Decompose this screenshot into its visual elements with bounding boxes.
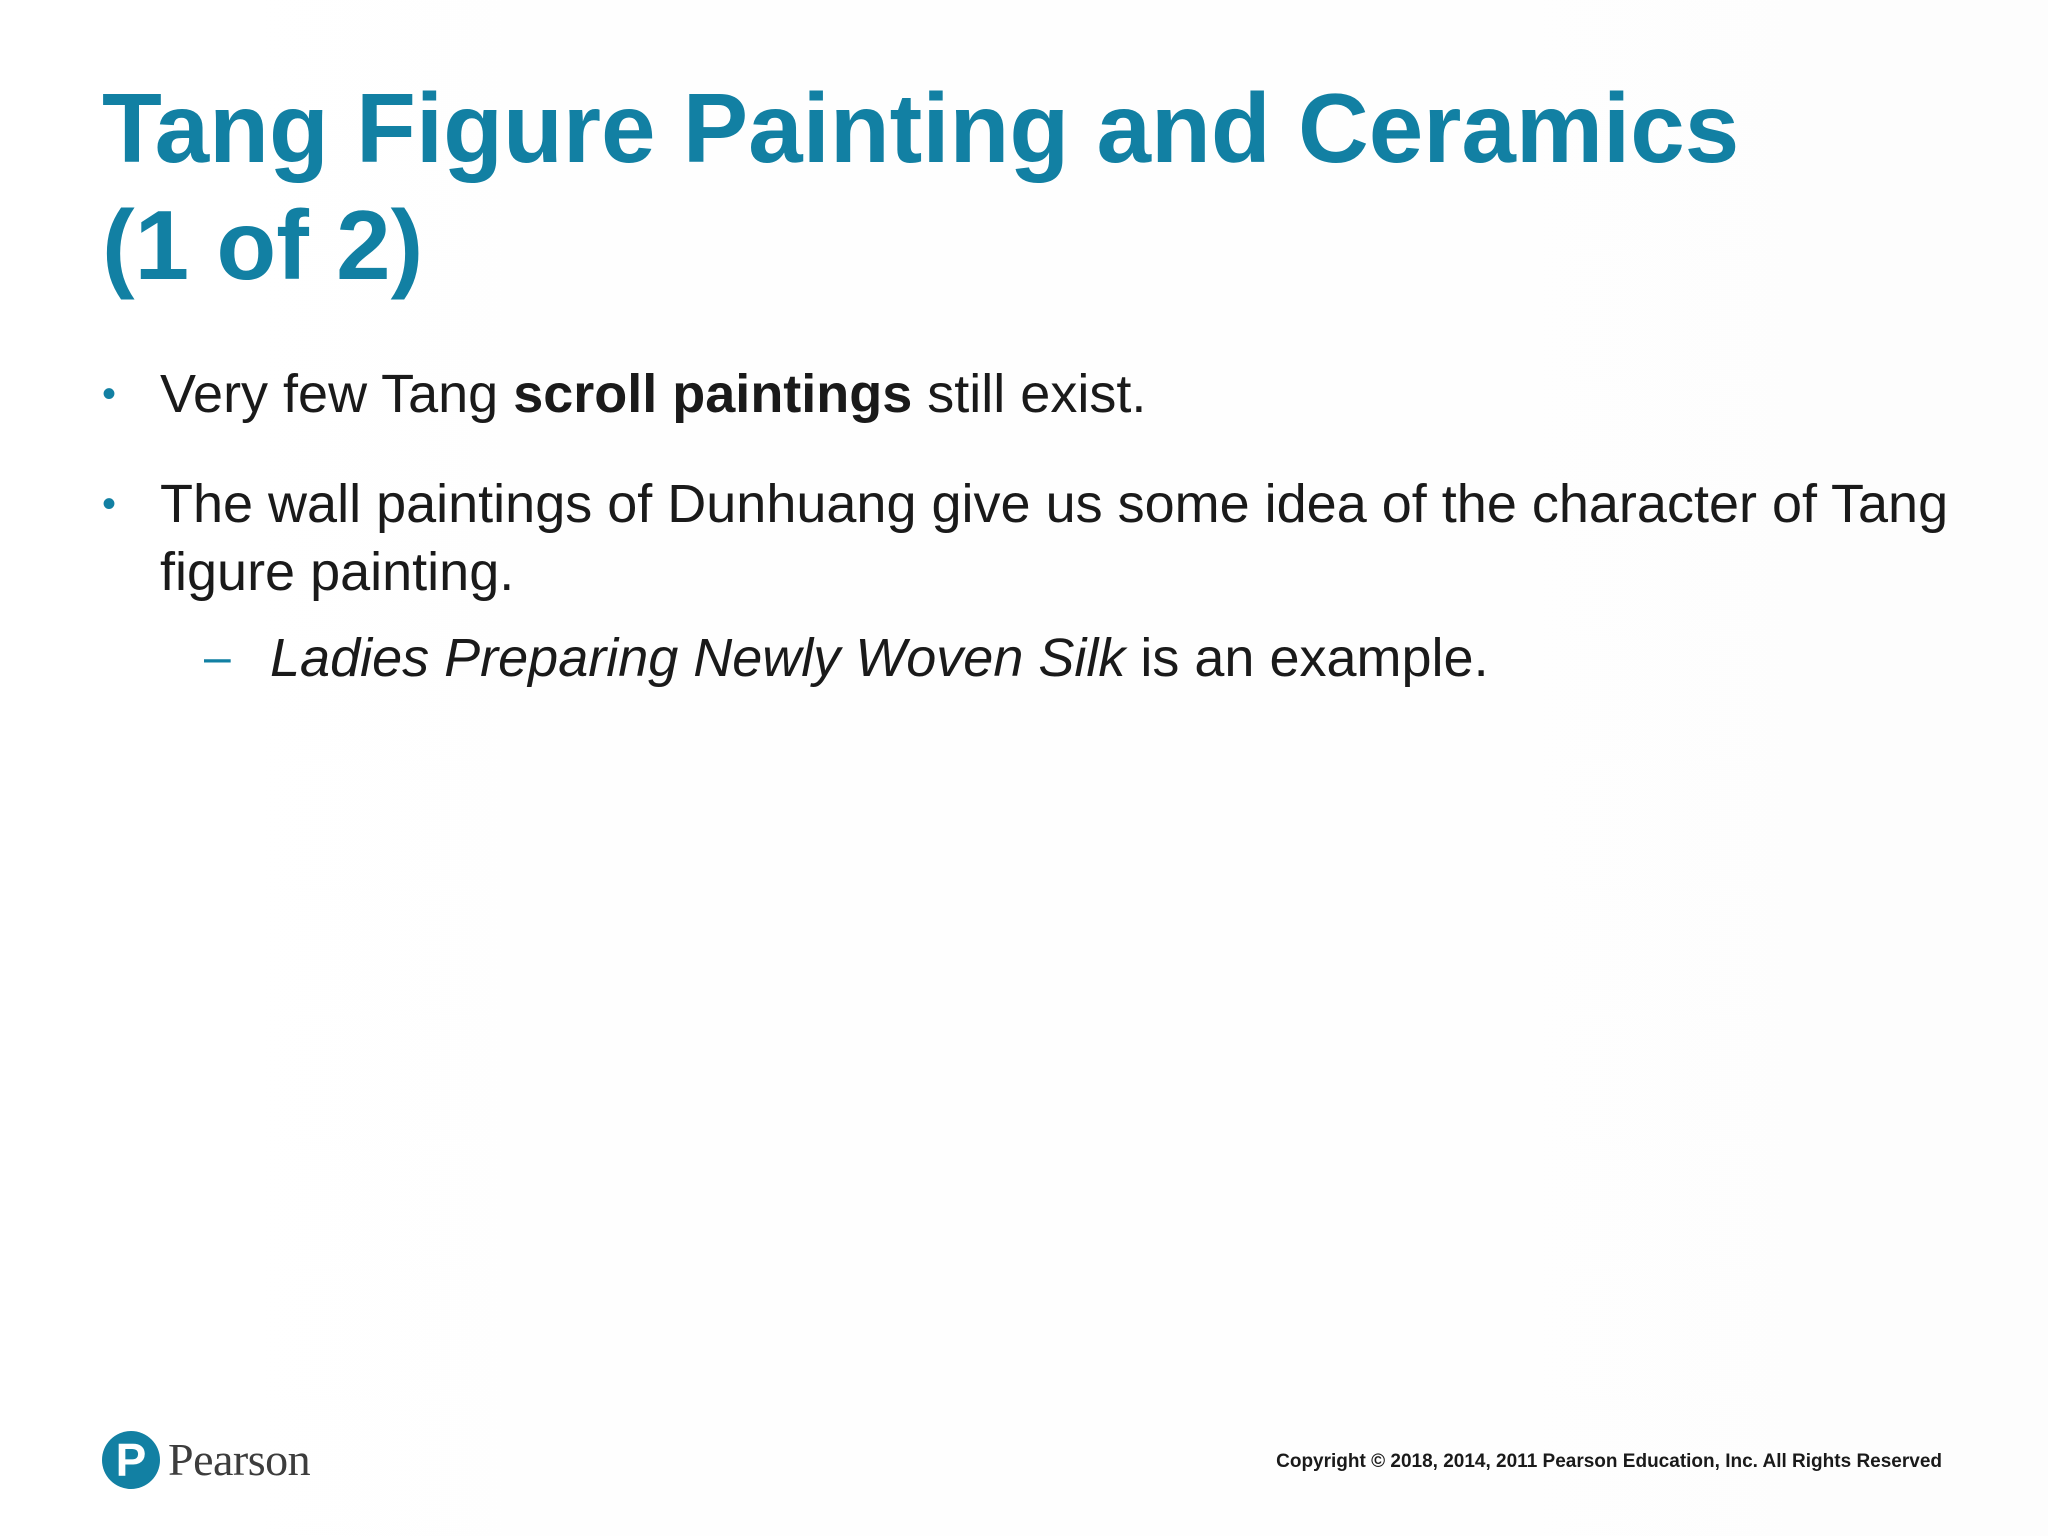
bullet-text-after: still exist. <box>912 364 1147 424</box>
pearson-logo <box>102 1428 310 1492</box>
slide-title <box>102 70 1902 304</box>
pearson-wordmark: Pearson <box>168 1434 311 1485</box>
bullet-item-scroll-paintings <box>102 360 1952 428</box>
bullet-text-before: Very few Tang <box>160 364 514 424</box>
sub-bullet-list <box>160 624 1952 692</box>
bullet-marker: • <box>102 482 117 526</box>
bullet-text: The wall paintings of Dunhuang give us some idea of the character of Tang figure painting. <box>160 474 1949 602</box>
slide-title-line-1: Tang Figure Painting and Ceramics <box>102 73 1740 183</box>
bullet-list <box>102 360 1952 734</box>
sub-bullet-text-after: is an example. <box>1125 628 1489 688</box>
bullet-bold-term: scroll paintings <box>513 364 913 424</box>
sub-bullet-marker: – <box>204 631 231 684</box>
sub-bullet-item-ladies <box>160 624 1952 692</box>
copyright-notice: Copyright © 2018, 2014, 2011 Pearson Education, Inc. All Rights Reserved <box>1276 1451 1942 1472</box>
pearson-p-icon: P <box>102 1431 160 1489</box>
slide-title-line-2: (1 of 2) <box>102 190 424 300</box>
bullet-marker: • <box>102 372 117 416</box>
bullet-item-dunhuang <box>102 470 1952 692</box>
artwork-title: Ladies Preparing Newly Woven Silk <box>270 628 1126 688</box>
